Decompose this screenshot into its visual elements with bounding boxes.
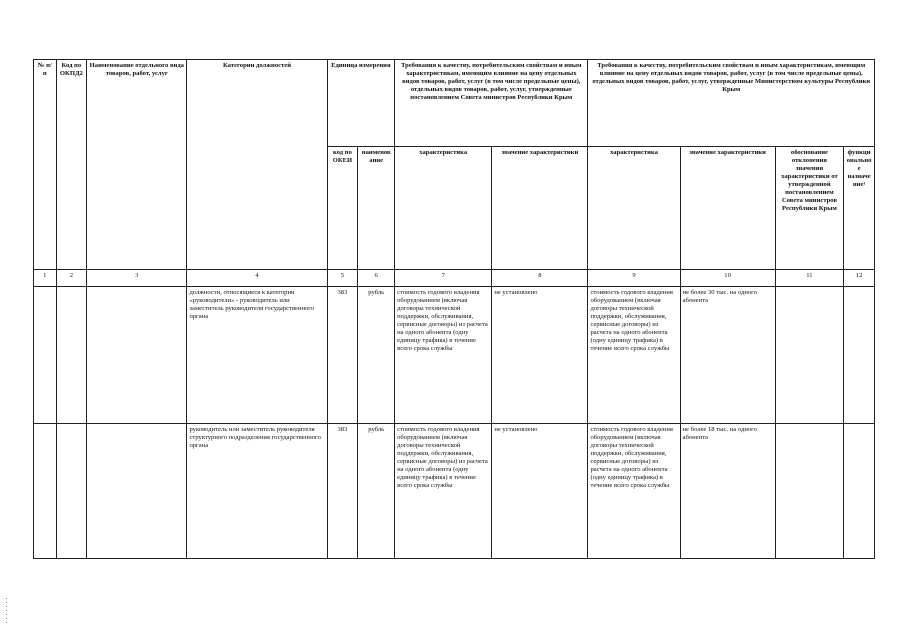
cell-num xyxy=(34,287,57,424)
table-row xyxy=(34,424,875,559)
col-number: 10 xyxy=(680,270,775,287)
col-number: 11 xyxy=(775,270,844,287)
cell-char-2: стоимость годового владения оборудованием (включая договоры технической поддержки, обслуживания, сервисные договоры) из расчета на одного абонента (одну единицу трафика) в течение всего срока службы xyxy=(588,287,680,424)
col-number: 4 xyxy=(187,270,327,287)
col-number: 6 xyxy=(358,270,395,287)
col-number: 3 xyxy=(87,270,187,287)
cell-val-2: не более 18 тыс. на одного абонента xyxy=(680,424,775,559)
col-number: 1 xyxy=(34,270,57,287)
cell-name xyxy=(87,424,187,559)
cell-justification xyxy=(775,287,844,424)
col-number: 12 xyxy=(844,270,875,287)
header-unit-name: наименование xyxy=(358,147,395,270)
header-okpd: Код по ОКПД2 xyxy=(56,60,87,270)
header-val-1: значение характеристики xyxy=(492,147,588,270)
cell-num xyxy=(34,424,57,559)
cell-val-1: не установлено xyxy=(492,424,588,559)
header-functional: функциональное назначение¹ xyxy=(844,147,875,270)
cell-unit: рубль xyxy=(358,424,395,559)
column-numbers-row xyxy=(34,270,875,287)
cell-val-2: не более 30 тыс. на одного абонента xyxy=(680,287,775,424)
header-row-1 xyxy=(34,60,875,147)
header-req-sovmin: Требования к качеству, потребительским свойствам и иным характеристикам, имеющим влияние на цену отдельных видов товаров, работ, услуг (в том числе предельные цены), отдельных видов товаров, работ, услуг, утвержденные постановлением Совета министров Республики Крым xyxy=(395,60,588,147)
header-category: Категории должностей xyxy=(187,60,327,270)
cell-okei: 383 xyxy=(327,424,358,559)
cell-char-2: стоимость годового владения оборудованием (включая договоры технической поддержки, обслуживания, сервисные договоры) из расчета на одного абонента (одну единицу трафика) в течение всего срока службы xyxy=(588,424,680,559)
cell-unit: рубль xyxy=(358,287,395,424)
header-name: Наименование отдельного вида товаров, работ, услуг xyxy=(87,60,187,270)
requirements-table xyxy=(33,59,875,559)
cell-justification xyxy=(775,424,844,559)
header-okei-code: код по ОКЕИ xyxy=(327,147,358,270)
col-number: 8 xyxy=(492,270,588,287)
header-val-2: значение характеристики xyxy=(680,147,775,270)
cell-category: руководитель или заместитель руководителя структурного подразделения государственного органа xyxy=(187,424,327,559)
cell-name xyxy=(87,287,187,424)
scan-margin-dots xyxy=(6,598,8,628)
header-char-2: характеристика xyxy=(588,147,680,270)
table-row xyxy=(34,287,875,424)
header-num: № п/п xyxy=(34,60,57,270)
header-req-minkult: Требования к качеству, потребительским свойствам и иным характеристикам, имеющим влияние на цену отдельных видов товаров, работ, услуг (в том числе предельные цены), отдельных видов товаров, работ, услуг, утвержденные Министерством культуры Республики Крым xyxy=(588,60,875,147)
cell-char-1: стоимость годового владения оборудованием (включая договоры технической поддержки, обслуживания, сервисные договоры) из расчета на одного абонента (одну единицу трафика) в течение всего срока службы xyxy=(395,424,492,559)
cell-functional xyxy=(844,287,875,424)
col-number: 2 xyxy=(56,270,87,287)
cell-okpd xyxy=(56,287,87,424)
col-number: 7 xyxy=(395,270,492,287)
cell-okei: 383 xyxy=(327,287,358,424)
header-unit: Единица измерения xyxy=(327,60,395,147)
cell-char-1: стоимость годового владения оборудованием (включая договоры технической поддержки, обслуживания, сервисные договоры) из расчета на одного абонента (одну единицу трафика) в течение всего срока службы xyxy=(395,287,492,424)
header-justification: обоснование отклонения значения характеристики от утвержденной постановлением Совета министров Республики Крым xyxy=(775,147,844,270)
header-char-1: характеристика xyxy=(395,147,492,270)
cell-functional xyxy=(844,424,875,559)
col-number: 9 xyxy=(588,270,680,287)
col-number: 5 xyxy=(327,270,358,287)
cell-val-1: не установлено xyxy=(492,287,588,424)
cell-okpd xyxy=(56,424,87,559)
cell-category: должности, относящиеся к категории «руководители» - руководитель или заместитель руководителя государственного органа xyxy=(187,287,327,424)
